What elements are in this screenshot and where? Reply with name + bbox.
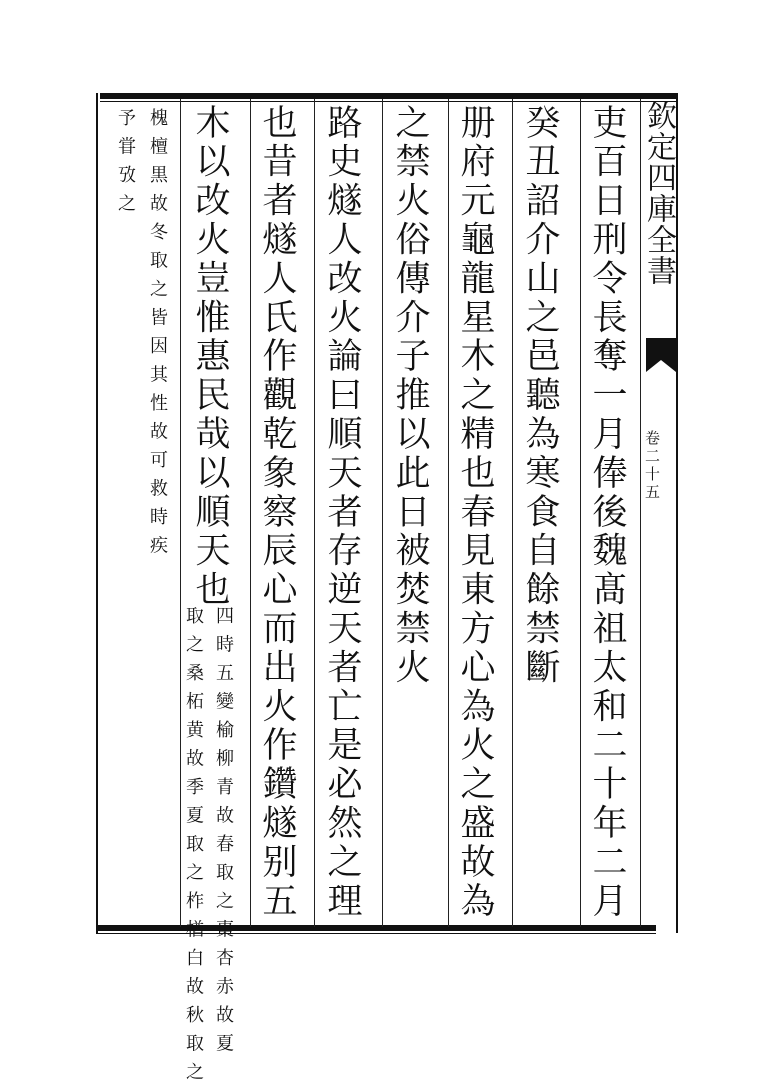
text-column: 癸丑詔介山之邑聽為寒食自餘禁斷 xyxy=(520,104,560,688)
annotation-column: 予甞攷之 xyxy=(115,108,136,222)
book-title: 欽定四庫全書 xyxy=(641,100,676,286)
text-column: 木以改火豈惟惠民哉以順天也 xyxy=(190,104,230,610)
text-column: 也昔者燧人氏作觀乾象察辰心而出火作鑽燧别五 xyxy=(257,104,297,921)
annotation-column: 槐檀黒故冬取之皆因其性故可救時疾 xyxy=(147,108,168,564)
annotation-column: 取之桑柘黄故季夏取之柞楢白故秋取之 xyxy=(183,606,204,1091)
column-divider xyxy=(580,99,581,927)
text-column: 吏百日刑令長奪一月俸後魏髙祖太和二十年二月 xyxy=(587,104,627,921)
frame-top-thin-rule xyxy=(100,101,678,102)
fishtail-mark-icon xyxy=(646,338,676,372)
column-divider xyxy=(448,99,449,927)
frame-bottom-thin-rule xyxy=(96,933,656,934)
text-column: 之禁火俗傳介子推以此日被焚禁火 xyxy=(390,104,430,688)
frame-top-rule xyxy=(100,93,678,99)
column-divider xyxy=(314,99,315,927)
juan-number: 卷二十五 xyxy=(643,430,661,502)
text-column: 路史燧人改火論曰順天者存逆天者亡是必然之理 xyxy=(322,104,362,921)
text-column: 册府元龜龍星木之精也春見東方心為火之盛故為 xyxy=(455,104,495,921)
column-divider xyxy=(382,99,383,927)
annotation-column: 四時五變榆柳青故春取之棗杏赤故夏 xyxy=(213,606,234,1062)
frame-right-rule xyxy=(676,93,678,933)
frame-left-rule xyxy=(96,93,98,933)
column-divider xyxy=(250,99,251,927)
column-divider xyxy=(512,99,513,927)
column-divider xyxy=(180,99,181,927)
